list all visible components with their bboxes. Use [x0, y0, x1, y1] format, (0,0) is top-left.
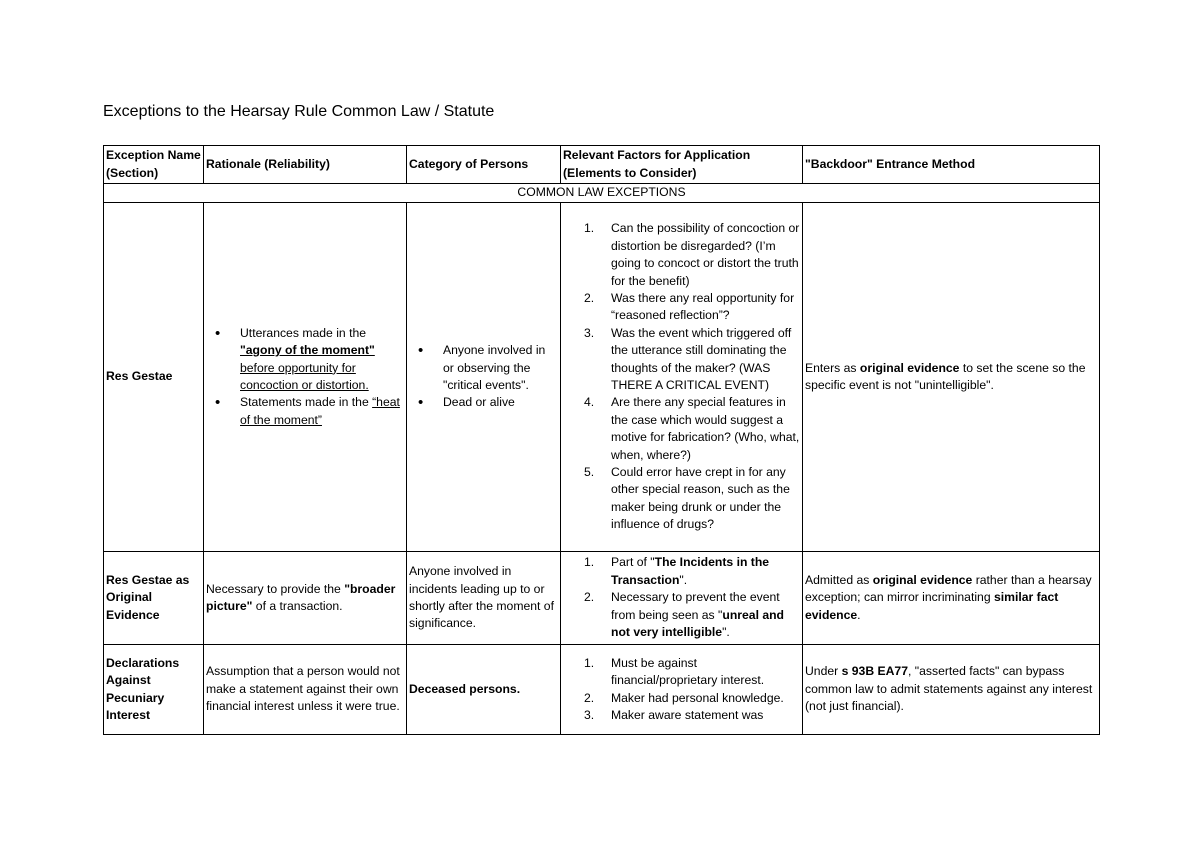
- factors-cell: [561, 552, 803, 645]
- table-row: [104, 552, 1100, 645]
- header-category: Category of Persons: [407, 146, 561, 184]
- header-row: [104, 146, 1100, 184]
- section-row: [104, 184, 1100, 203]
- list-item: 3. Was the event which triggered off the utterance still dominating the thoughts of the maker? (WAS THERE A CRITICAL EVENT): [584, 325, 792, 392]
- list-item: 5. Could error have crept in for any other special reason, such as the maker being drunk or under the influence of drugs?: [584, 465, 790, 532]
- rationale-cell: Assumption that a person would not make a statement against their own financial interest unless it were true.: [204, 645, 407, 735]
- persons-list: [409, 342, 558, 412]
- exception-name: Declarations Against Pecuniary Interest: [104, 645, 204, 735]
- header-backdoor: "Backdoor" Entrance Method: [803, 146, 1100, 184]
- list-item: 1. Can the possibility of concoction or distortion be disregarded? (I’m going to concoct or distort the truth for the benefit): [584, 221, 800, 288]
- backdoor-cell: Under s 93B EA77, "asserted facts" can bypass common law to admit statements against any interest (not just financial).: [803, 645, 1100, 735]
- list-item: 1. Must be against financial/proprietary interest.: [584, 655, 765, 688]
- page-title: Exceptions to the Hearsay Rule Common Law / Statute: [103, 103, 495, 120]
- table-row: [104, 645, 1100, 735]
- persons-cell: [407, 203, 561, 552]
- header-rationale: Rationale (Reliability): [204, 146, 407, 184]
- header-exception-name: Exception Name (Section): [104, 146, 204, 184]
- list-item: 2. Necessary to prevent the event from being seen as "unreal and not very intelligible".: [584, 590, 785, 640]
- header-factors: Relevant Factors for Application (Elements to Consider): [561, 146, 803, 184]
- list-item: 2. Was there any real opportunity for “reasoned reflection”?: [584, 290, 795, 323]
- rationale-list: [206, 325, 404, 429]
- factors-cell: [561, 203, 803, 552]
- list-item: 4. Are there any special features in the case which would suggest a motive for fabrication? (Who, what, when, where?): [584, 395, 800, 462]
- persons-cell: Deceased persons.: [407, 645, 561, 735]
- rationale-cell: Necessary to provide the "broader picture" of a transaction.: [204, 552, 407, 645]
- section-heading: COMMON LAW EXCEPTIONS: [104, 184, 1100, 203]
- backdoor-cell: Enters as original evidence to set the scene so the specific event is not "unintelligible".: [803, 203, 1100, 552]
- table-row: [104, 203, 1100, 552]
- list-item: • Utterances made in the "agony of the moment" before opportunity for concoction or distortion.: [240, 325, 404, 395]
- list-item: 2. Maker had personal knowledge.: [584, 690, 784, 705]
- list-item: 1. Part of "The Incidents in the Transaction".: [584, 555, 770, 587]
- factors-list: [563, 655, 800, 725]
- hearsay-exceptions-table: [103, 145, 1100, 735]
- persons-cell: Anyone involved in incidents leading up to or shortly after the moment of significance.: [407, 552, 561, 645]
- exception-name: Res Gestae: [104, 203, 204, 552]
- rationale-cell: [204, 203, 407, 552]
- list-item: 3. Maker aware statement was: [584, 707, 764, 722]
- factors-list: [563, 554, 800, 641]
- list-item: • Statements made in the “heat of the moment”: [240, 394, 404, 429]
- exception-name: Res Gestae as Original Evidence: [104, 552, 204, 645]
- factors-list: [563, 220, 800, 533]
- factors-cell: [561, 645, 803, 735]
- list-item: • Dead or alive: [443, 394, 558, 411]
- backdoor-cell: Admitted as original evidence rather than a hearsay exception; can mirror incriminating similar fact evidence.: [803, 552, 1100, 645]
- list-item: • Anyone involved in or observing the "critical events".: [443, 342, 558, 394]
